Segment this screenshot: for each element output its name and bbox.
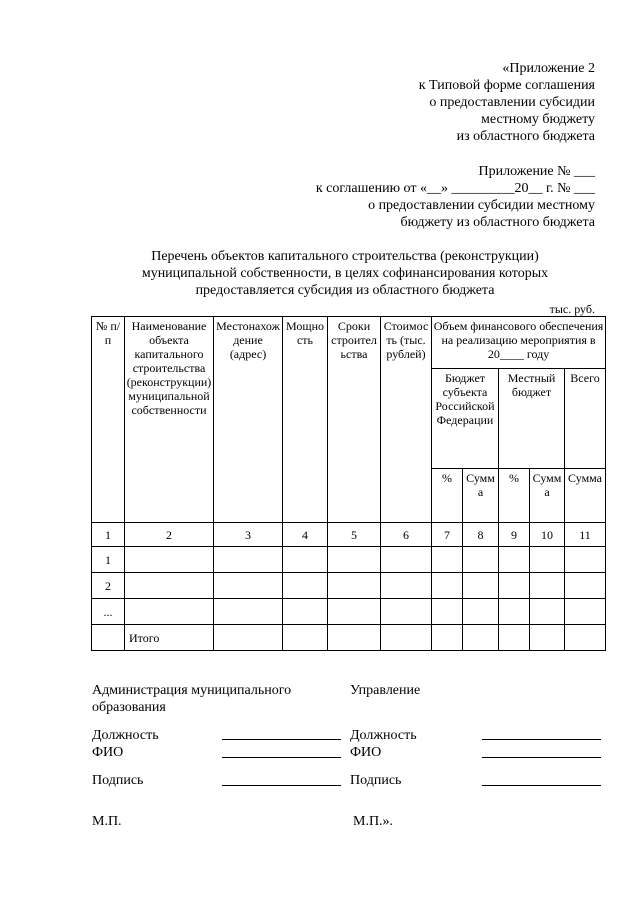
column-number: 10 (530, 523, 565, 547)
right-position-label: Должность (350, 728, 417, 743)
column-number: 2 (125, 523, 214, 547)
header-cost: Стоимость (тыс. рублей) (381, 317, 432, 523)
header-local-budget: Местный бюджет (499, 369, 565, 469)
header-line: местному бюджету (481, 112, 595, 127)
table-row (92, 547, 606, 573)
header-subject-budget: Бюджет субъекта Российской Федерации (432, 369, 499, 469)
column-number: 4 (283, 523, 328, 547)
header-total: Всего (565, 369, 606, 469)
header-terms: Сроки строительства (328, 317, 381, 523)
table-row (92, 573, 606, 599)
header-line: к Типовой форме соглашения (418, 78, 595, 93)
header-line: Приложение № ___ (478, 164, 595, 179)
column-number: 5 (328, 523, 381, 547)
column-number: 7 (432, 523, 463, 547)
signature-line[interactable] (222, 757, 341, 758)
signature-line[interactable] (222, 785, 341, 786)
title-line: предоставляется субсидия из областного бюджета (195, 283, 495, 298)
header-sum: Сумма (565, 469, 606, 523)
total-label: Итого (125, 625, 214, 651)
header-line: «Приложение 2 (502, 61, 595, 76)
total-row (92, 625, 606, 651)
column-number: 3 (214, 523, 283, 547)
right-fio-label: ФИО (350, 745, 382, 760)
appendix-header (419, 60, 595, 145)
signature-line[interactable] (482, 757, 601, 758)
left-position-label: Должность (92, 728, 159, 743)
left-fio-label: ФИО (92, 745, 124, 760)
left-org: Администрация муниципального образования (92, 683, 292, 715)
header-sum: Сумма (530, 469, 565, 523)
unit-label: тыс. руб. (549, 302, 595, 316)
column-numbers-row (92, 523, 606, 547)
objects-table (91, 316, 606, 651)
header-percent: % (432, 469, 463, 523)
header-line: к соглашению от «__» _________20__ г. № ___ (315, 181, 595, 196)
header-power: Мощность (283, 317, 328, 523)
column-number: 1 (92, 523, 125, 547)
left-stamp-label: М.П. (92, 814, 122, 829)
header-location: Местонахождение (адрес) (214, 317, 283, 523)
column-number: 8 (463, 523, 499, 547)
header-line: из областного бюджета (456, 129, 595, 144)
title-line: муниципальной собственности, в целях софинансирования которых (141, 266, 549, 281)
column-number: 11 (565, 523, 606, 547)
right-org: Управление (350, 683, 421, 698)
header-sum: Сумма (463, 469, 499, 523)
table-row (92, 599, 606, 625)
header-volume: Объем финансового обеспечения на реализацию мероприятия в 20____ году (432, 317, 606, 369)
signature-line[interactable] (222, 739, 341, 740)
column-number: 9 (499, 523, 530, 547)
right-signature-label: Подпись (350, 773, 402, 788)
signature-line[interactable] (482, 739, 601, 740)
signature-line[interactable] (482, 785, 601, 786)
header-number: № п/п (92, 317, 125, 523)
left-signature-label: Подпись (92, 773, 144, 788)
header-percent: % (499, 469, 530, 523)
header-name: Наименование объекта капитального строительства (реконструкции) муниципальной собственности (125, 317, 214, 523)
row-number: 2 (92, 573, 125, 599)
header-line: о предоставлении субсидии (429, 95, 595, 110)
header-line: о предоставлении субсидии местному (368, 198, 595, 213)
header-line: бюджету из областного бюджета (400, 215, 595, 230)
agreement-header (316, 163, 595, 231)
row-number: ... (92, 599, 125, 625)
row-number: 1 (92, 547, 125, 573)
right-stamp-label: М.П.». (353, 814, 394, 829)
title-line: Перечень объектов капитального строительства (реконструкции) (151, 249, 539, 264)
column-number: 6 (381, 523, 432, 547)
document-title (90, 248, 600, 299)
